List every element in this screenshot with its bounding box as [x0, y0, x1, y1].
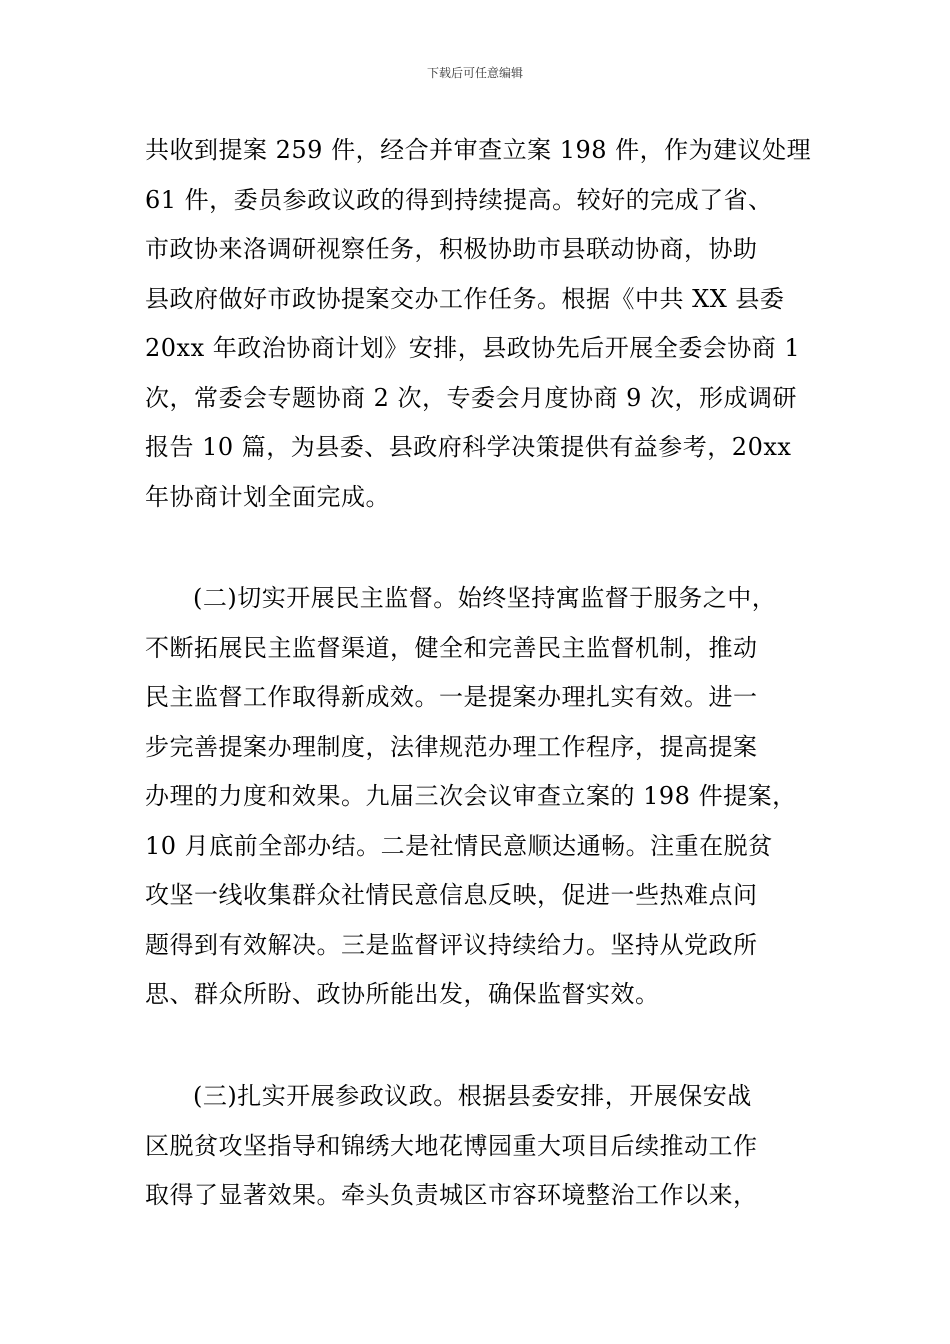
text-line: 市政协来洛调研视察任务，积极协助市县联动协商，协助 [145, 235, 758, 263]
text-line: 61 件，委员参政议政的得到持续提高。较好的完成了省、 [145, 185, 773, 214]
text-line: 民主监督工作取得新成效。一是提案办理扎实有效。进一 [145, 683, 758, 711]
text-line: 次，常委会专题协商 2 次，专委会月度协商 9 次，形成调研 [145, 383, 798, 412]
text-line: 思、群众所盼、政协所能出发，确保监督实效。 [145, 980, 660, 1008]
paragraph-1 [145, 126, 825, 522]
text-line: 步完善提案办理制度，法律规范办理工作程序，提高提案 [145, 732, 758, 761]
text-line: (二)切实开展民主监督。始终坚持寓监督于服务之中， [193, 584, 777, 612]
text-line: 共收到提案 259 件，经合并审查立案 198 件，作为建议处理 [145, 136, 812, 164]
text-line: 不断拓展民主监督渠道，健全和完善民主监督机制，推动 [145, 633, 758, 662]
text-line: 办理的力度和效果。九届三次会议审查立案的 198 件提案， [145, 782, 797, 810]
paragraph-2 [145, 574, 825, 1020]
text-line: 20xx 年政治协商计划》安排，县政协先后开展全委会协商 1 [145, 334, 801, 362]
page-header: 下载后可任意编辑 [426, 66, 523, 80]
paragraph-3 [145, 1072, 825, 1221]
text-line: (三)扎实开展参政议政。根据县委安排，开展保安战 [193, 1082, 752, 1110]
text-line: 区脱贫攻坚指导和锦绣大地花博园重大项目后续推动工作 [145, 1131, 758, 1160]
text-line: 年协商计划全面完成。 [145, 482, 390, 511]
text-line: 县政府做好市政协提案交办工作任务。根据《中共 XX 县委 [145, 284, 785, 313]
text-line: 题得到有效解决。三是监督评议持续给力。坚持从党政所 [145, 930, 758, 959]
text-line: 取得了显著效果。牵头负责城区市容环境整治工作以来， [145, 1181, 758, 1209]
text-line: 攻坚一线收集群众社情民意信息反映，促进一些热难点问 [145, 881, 758, 909]
text-line: 10 月底前全部办结。二是社情民意顺达通畅。注重在脱贫 [145, 831, 773, 860]
text-line: 报告 10 篇，为县委、县政府科学决策提供有益参考，20xx [145, 433, 792, 461]
